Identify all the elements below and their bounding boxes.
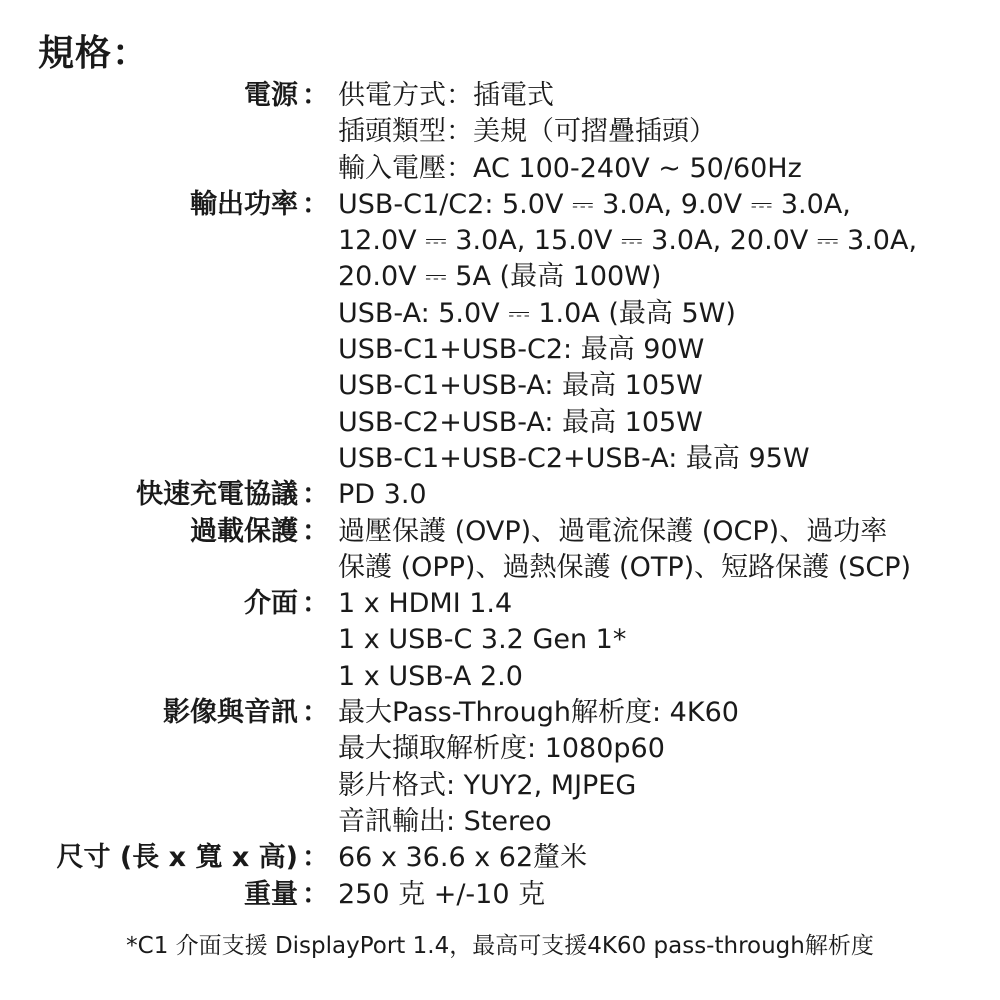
spec-value-line: 過壓保護 (OVP)、過電流保護 (OCP)、過功率 [338,515,888,547]
spec-row [0,477,1000,513]
spec-label: 快速充電協議 [136,479,298,511]
spec-values [338,78,988,187]
spec-label: 尺寸 (長 x 寬 x 高) [56,842,298,874]
spec-separator: ： [302,878,329,910]
spec-value-line: 1 x HDMI 1.4 [338,588,513,620]
spec-label: 影像與音訊 [163,697,298,729]
spec-value-line: 供電方式：插電式 [338,80,554,111]
spec-values [338,695,988,840]
spec-values [338,514,988,587]
spec-separator: ： [302,588,329,620]
spec-value-line: 最大Pass-Through解析度: 4K60 [338,697,739,729]
spec-value-line: 最大擷取解析度: 1080p60 [338,733,665,765]
spec-label: 過載保護 [190,515,298,547]
spec-separator: ： [302,697,329,729]
spec-value-line: PD 3.0 [338,479,427,511]
spec-value-line: 音訊輸出: Stereo [338,805,552,837]
spec-value-line: USB-C1+USB-C2: 最高 90W [338,334,705,366]
spec-values [338,840,988,876]
spec-value-line: USB-C2+USB-A: 最高 105W [338,406,703,438]
spec-value-line: USB-A: 5.0V ⎓ 1.0A (最高 5W) [338,297,736,329]
spec-value-line: 12.0V ⎓ 3.0A, 15.0V ⎓ 3.0A, 20.0V ⎓ 3.0A, [338,225,918,257]
spec-separator: ： [302,842,329,874]
spec-label: 介面 [244,588,298,620]
spec-separator: ： [302,479,329,511]
page-title: 規格： [38,33,150,74]
spec-values [338,586,988,695]
spec-table [0,78,1000,913]
spec-value-line: 保護 (OPP)、過熱保護 (OTP)、短路保護 (SCP) [338,551,912,583]
footnote: *C1 介面支援 DisplayPort 1.4，最高可支援4K60 pass-through解析度 [126,933,874,959]
spec-values [338,187,988,477]
spec-values [338,877,988,913]
spec-separator: ： [302,188,329,220]
spec-value-line: USB-C1+USB-A: 最高 105W [338,370,703,402]
spec-separator: ： [302,515,329,547]
spec-row [0,514,1000,587]
spec-row [0,877,1000,913]
spec-label: 輸出功率 [190,188,298,220]
spec-row [0,586,1000,695]
spec-value-line: 250 克 +/-10 克 [338,878,546,910]
spec-row [0,187,1000,477]
spec-label: 重量 [244,878,298,910]
spec-row [0,78,1000,187]
spec-value-line: 1 x USB-A 2.0 [338,660,523,692]
spec-value-line: 20.0V ⎓ 5A (最高 100W) [338,261,662,293]
spec-value-line: USB-C1/C2: 5.0V ⎓ 3.0A, 9.0V ⎓ 3.0A, [338,188,851,220]
spec-row [0,695,1000,840]
spec-value-line: 影片格式: YUY2, MJPEG [338,769,637,801]
spec-value-line: 1 x USB-C 3.2 Gen 1* [338,624,627,656]
spec-separator: ： [302,80,329,111]
spec-value-line: 輸入電壓：AC 100-240V ~ 50/60Hz [338,152,802,184]
spec-label: 電源 [244,80,298,111]
spec-values [338,477,988,513]
spec-row [0,840,1000,876]
spec-value-line: 插頭類型：美規（可摺疊插頭） [338,116,716,148]
spec-value-line: 66 x 36.6 x 62釐米 [338,842,588,874]
spec-value-line: USB-C1+USB-C2+USB-A: 最高 95W [338,442,810,474]
